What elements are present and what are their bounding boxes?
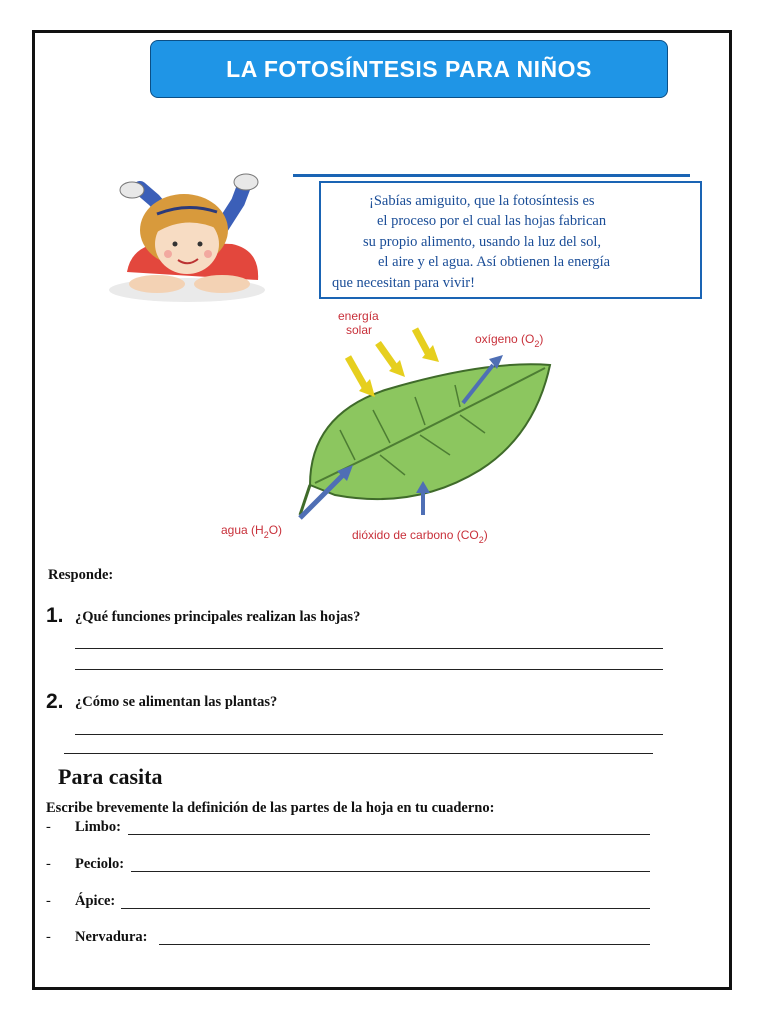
answer-line[interactable] — [75, 648, 663, 649]
answer-line[interactable] — [121, 908, 650, 909]
info-line: su propio alimento, usando la luz del sol, — [363, 234, 602, 250]
label-energia: energía — [338, 309, 379, 323]
question-1: ¿Qué funciones principales realizan las hojas? — [75, 609, 361, 625]
answer-line[interactable] — [159, 944, 650, 945]
bullet-dash: - — [46, 929, 51, 945]
info-box — [319, 181, 702, 299]
photosynthesis-diagram — [215, 305, 590, 550]
question-number: 2. — [46, 690, 64, 713]
homework-instruction: Escribe brevemente la definición de las partes de la hoja en tu cuaderno: — [46, 800, 495, 816]
homework-title: Para casita — [58, 764, 163, 789]
item-nervadura-label: Nervadura: — [75, 929, 148, 945]
info-line: que necesitan para vivir! — [332, 275, 475, 291]
responde-label: Responde: — [48, 567, 114, 583]
question-2: ¿Cómo se alimentan las plantas? — [75, 694, 278, 710]
bullet-dash: - — [46, 856, 51, 872]
answer-line[interactable] — [75, 669, 663, 670]
item-peciolo-label: Peciolo: — [75, 856, 125, 872]
label-oxigeno: oxígeno $(O_2)$ — [475, 332, 544, 349]
item-limbo-label: Limbo: — [75, 819, 121, 835]
answer-line[interactable] — [75, 734, 663, 735]
question-number: 1. — [46, 604, 64, 627]
answer-line[interactable] — [131, 871, 650, 872]
page-title: LA FOTOSÍNTESIS PARA NIÑOS — [226, 55, 592, 82]
label-solar: solar — [346, 323, 373, 337]
label-dioxido: dióxido de carbono $(CO_2)$ — [352, 528, 488, 545]
item-apice-label: Ápice: — [75, 893, 116, 909]
info-line: el aire y el agua. Así obtienen la energía — [378, 254, 611, 270]
answer-line[interactable] — [64, 753, 653, 754]
title-banner — [150, 40, 668, 98]
child-illustration — [102, 172, 267, 307]
answer-line[interactable] — [128, 834, 650, 835]
bullet-dash: - — [46, 893, 51, 909]
info-line: ¡Sabías amiguito, que la fotosíntesis es — [369, 193, 595, 209]
decorative-rule — [293, 174, 690, 177]
label-agua: agua $(H_2O)$ — [221, 523, 283, 540]
bullet-dash: - — [46, 819, 51, 835]
info-line: el proceso por el cual las hojas fabrican — [377, 213, 607, 229]
